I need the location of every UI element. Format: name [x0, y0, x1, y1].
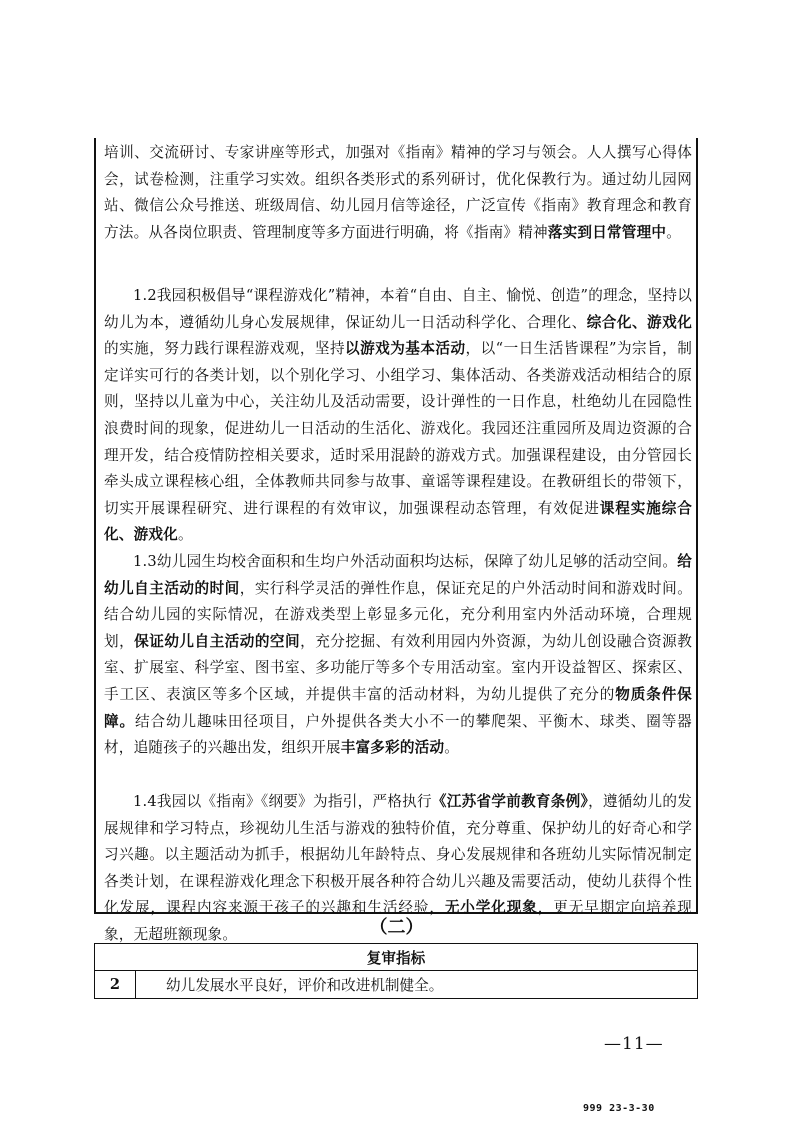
review-row-number: 2 [95, 971, 136, 999]
emphasis-text: 物质条件保障。 [104, 685, 692, 730]
emphasis-text: 综合化、游戏化 [586, 313, 693, 331]
paragraph-1-2 [104, 283, 692, 549]
body-text: 。 [666, 223, 681, 241]
section-heading: （二） [369, 917, 424, 938]
body-text: 。 [444, 739, 460, 757]
body-text: 。 [177, 526, 193, 544]
review-indicator-table [94, 943, 698, 999]
emphasis-text: 保证幼儿自主活动的空间 [134, 632, 301, 650]
body-text: 结合幼儿趣味田径项目，户外提供各类大小不一的攀爬架、平衡木、球类、圈等器材，追随孩子的兴趣出发，组织开展 [104, 712, 692, 757]
emphasis-text: 给幼儿自主活动的时间 [104, 553, 692, 597]
body-text: 1.2我园积极倡导“课程游戏化”精神，本着“自由、自主、愉悦、创造”的理念，坚持以幼儿为本，遵循幼儿身心发展规律，保证幼儿一日活动科学化、合理化、 [104, 287, 692, 331]
review-table-header-row [95, 944, 698, 971]
review-row-text: 幼儿发展水平良好，评价和改进机制健全。 [136, 971, 698, 999]
review-table-title: 复审指标 [95, 944, 698, 971]
body-text: ，实行科学灵活的弹性作息，保证充足的户外活动时间和游戏时间。结合幼儿园的实际情况，在游戏类型上彰显多元化，充分利用室内外活动环境，合理规划， [104, 579, 692, 650]
footer-code: 999 23-3-30 [583, 1103, 655, 1114]
paragraph-1-3 [104, 549, 692, 762]
emphasis-text: 课程实施综合化、游戏化 [104, 499, 693, 544]
body-text: ，遵循幼儿的发展规律和学习特点，珍视幼儿生活与游戏的独特价值，充分尊重、保护幼儿的好奇心和学习兴趣。以主题活动为抓手，根据幼儿年龄特点、身心发展规律和各班幼儿实际情况制定各类计划，在课程游戏化理念下积极开展各种符合幼儿兴趣及需要活动，使幼儿获得个性化发展，课程内容来源于孩子的兴趣和生活经验， [104, 793, 693, 917]
body-text: 的实施，努力践行课程游戏观，坚持 [104, 340, 346, 358]
body-text: ，更无早期定向培养现象，无超班额现象。 [104, 899, 692, 943]
body-text: 培训、交流研讨、专家讲座等形式，加强对《指南》精神的学习与领会。人人撰写心得体会，试卷检测，注重学习实效。组织各类形式的系列研讨，优化保教行为。通过幼儿园网站、微信公众号推送、班级周信、幼儿园月信等途径，广泛宣传《指南》教育理念和教育方法。从各岗位职责、管理制度等多方面进行明确，将《指南》精神 [104, 144, 692, 241]
body-text: 1.4我园以《指南》《纲要》为指引，严格执行 [133, 793, 432, 810]
page-number: —11— [604, 1034, 664, 1054]
emphasis-text: 无小学化现象 [444, 899, 538, 917]
body-text: ，以“一日生活皆课程”为宗旨，制定详实可行的各类计划，以个别化学习、小组学习、集体活动、各类游戏活动相结合的原则，坚持以儿童为中心，关注幼儿及活动需要，设计弹性的一日作息，杜绝幼儿在园隐性浪费时间的现象，促进幼儿一日活动的生活化、游戏化。我园还注重园所及周边资源的合理开发，结合疫情防控相关要求，适时采用混龄的游戏方式。加强课程建设，由分管园长牵头成立课程核心组，全体教师共同参与故事、童谣等课程建设。在教研组长的带领下，切实开展课程研究、进行课程的有效审议，加强课程动态管理，有效促进 [104, 340, 693, 517]
body-text: ，充分挖掘、有效利用园内外资源，为幼儿创设融合资源教室、扩展室、科学室、图书室、多功能厅等多个专用活动室。室内开设益智区、探索区、手工区、表演区等多个区域，并提供丰富的活动材料，为幼儿提供了充分的 [104, 632, 693, 703]
review-table-row [95, 971, 698, 999]
emphasis-text: 落实到日常管理中 [547, 223, 667, 241]
emphasis-text: 以游戏为基本活动 [345, 340, 466, 358]
paragraph-continuation [104, 140, 692, 246]
emphasis-text: 《江苏省学前教育条例》 [431, 793, 589, 810]
body-text: 1.3幼儿园生均校舍面积和生均户外活动面积均达标，保障了幼儿足够的活动空间。 [133, 553, 678, 570]
emphasis-text: 丰富多彩的活动 [340, 739, 445, 757]
